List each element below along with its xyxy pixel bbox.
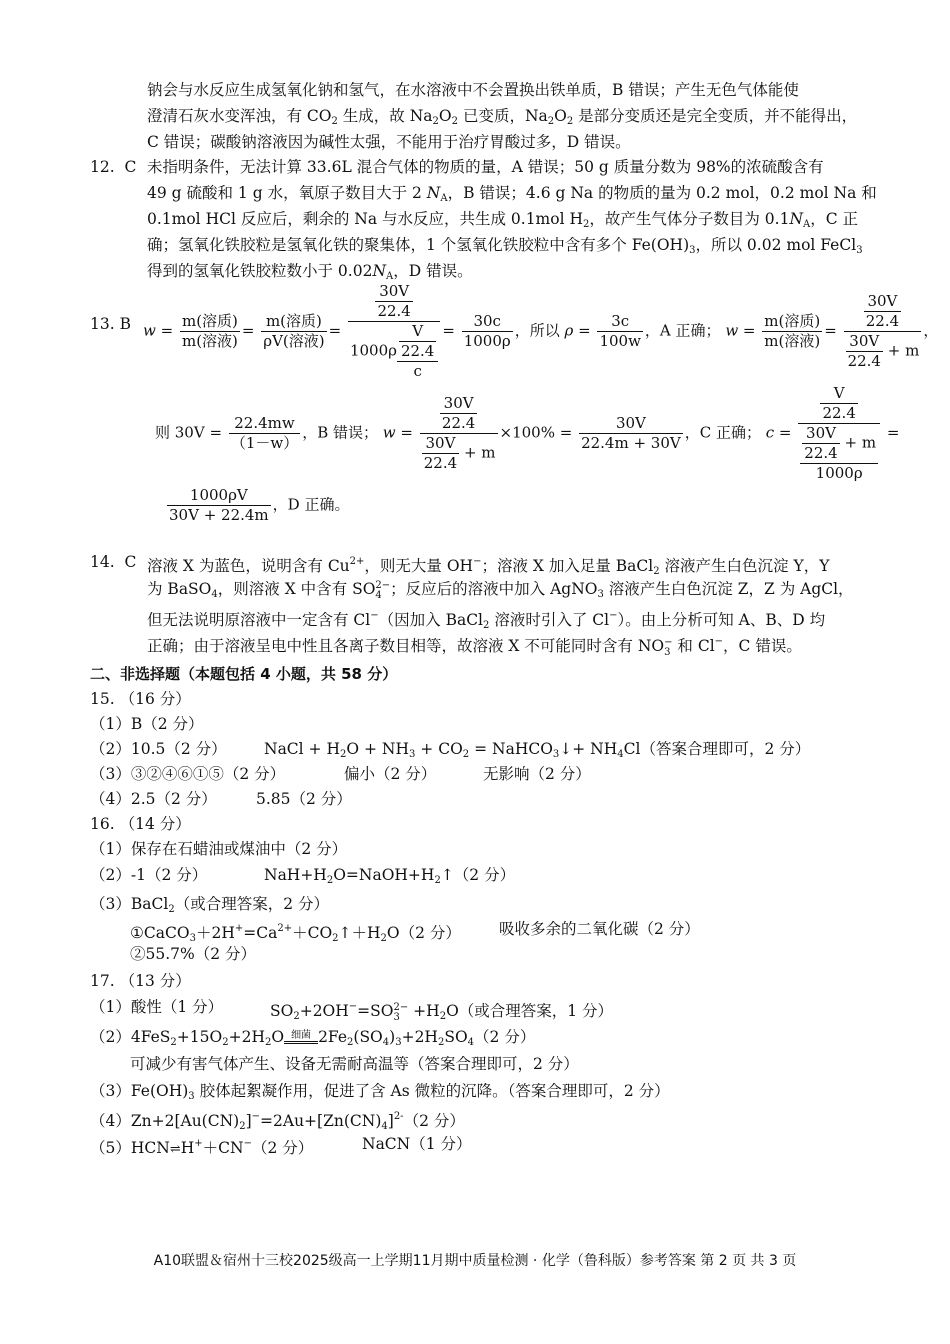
q12-line3: 0.1mol HCl 反应后，剩余的 Na 与水反应，共生成 0.1mol $H_2$，故产生气体分子数目为 $0.1N_A$，C 正: [147, 210, 859, 230]
q15-answer-1: （1）B（2 分）: [90, 715, 204, 733]
q13-number: 13. B: [90, 315, 131, 333]
q15-answer-4a: （4）2.5（2 分）: [90, 790, 217, 808]
q12-line2: 49 g 硫酸和 1 g 水，氧原子数目大于 2 $N_A$，B 错误；4.6 g Na 的物质的量为 0.2 mol，0.2 mol Na 和: [147, 184, 877, 204]
q15-answer-2b: NaCl + $H_2O + NH_3 + CO_2$ = NaHCO$_3$↓+ $NH_4Cl$（答案合理即可，2 分）: [264, 740, 811, 760]
q16-answer-1: （1）保存在石蜡油或煤油中（2 分）: [90, 840, 348, 858]
q15-answer-2a: （2）10.5（2 分）: [90, 740, 227, 758]
q14-line2: 为 BaSO$_4$，则溶液 X 中含有 SO 2− 4 ；反应后的溶液中加入 AgNO$_3$ 溶液产生白色沉淀 Z，Z 为 AgCl，: [147, 580, 854, 601]
q14-number: 14. C: [90, 553, 137, 571]
q15-heading: 15. （16 分）: [90, 690, 191, 708]
q14-line3: 但无法说明原溶液中一定含有 Cl−（因加入 BaCl$_2$ 溶液时引入了 Cl−）。由上分析可知 A、B、D 均: [147, 610, 826, 631]
q17-answer-5b: NaCN（1 分）: [362, 1135, 472, 1153]
q17-answer-4: $(4)Zn+2[Au(CN)_2]^-=2Au+[Zn(CN)_4]^{2-}(2$ 分）: [90, 1111, 465, 1132]
q14-line4: 正确；由于溶液呈电中性且各离子数目相等，故溶液 X 不可能同时含有 NO − 3 和 Cl−，C 错误。: [147, 636, 802, 658]
q12-number: 12. C: [90, 158, 137, 176]
q16-heading: 16. （14 分）: [90, 815, 191, 833]
q17-heading: 17. （13 分）: [90, 972, 191, 990]
q11-line1: 钠会与水反应生成氢氧化钠和氢气，在水溶液中不会置换出铁单质，B 错误；产生无色气体能使: [147, 81, 799, 99]
q13-formula-row2: 则 30V = $\frac{22.4mw}{(1-w)}$ ，B 错误； w = $\frac{30V}{22.4}$ $\frac{30V}{22.4}$ + m ×100% = $\frac{30V}{22.4m + 30V}$ ，C 正确； c = $\frac{V}{22.4}$ $\frac{30V}{22.4}$ + m 1000ρ =: [155, 384, 900, 482]
q12-line1: 未指明条件，无法计算 33.6L 混合气体的物质的量，A 错误；50 g 质量分数为 98%的浓硫酸含有: [147, 158, 824, 176]
q16-answer-2b: $NaH+H_2O=NaOH+H_2↑(2$ 分）: [264, 866, 516, 886]
q17-answer-2b: 可减少有害气体产生、设备无需耐高温等（答案合理即可，2 分）: [130, 1055, 579, 1073]
q17-answer-3: $(3)Fe(OH)_3$ 胶体起絮凝作用，促进了含 As 微粒的沉降。（答案合理即可，2 分）: [90, 1082, 670, 1102]
q15-answer-3c: 无影响（2 分）: [483, 765, 591, 783]
section-heading: 二、非选择题（本题包括 4 小题，共 58 分）: [90, 665, 398, 683]
equilibrium-arrow-icon: ⇌: [169, 1142, 181, 1157]
q16-answer-3c: $①CaCO_3+2H^+=Ca^{2+}+CO_2↑+H_2O(2$ 分）: [130, 923, 461, 944]
q15-answer-3b: 偏小（2 分）: [344, 765, 437, 783]
q12-line4: 确；氢氧化铁胶粒是氢氧化铁的聚集体，1 个氢氧化铁胶粒中含有多个 $Fe(OH)_3$，所以 0.02 mol FeCl$_3$: [147, 236, 863, 256]
q17-answer-1a: （1）酸性（1 分）: [90, 998, 224, 1016]
q15-answer-4b: 5.85（2 分）: [256, 790, 352, 808]
q12-line5: 得到的氢氧化铁胶粒数小于 $0.02N_A$，D 错误。: [147, 262, 473, 282]
bacteria-condition-arrow: 细菌: [284, 1031, 318, 1044]
q11-line2: 澄清石灰水变浑浊，有 $CO_2$ 生成，故 $Na_2O_2$ 已变质，$Na_2O_2$ 是部分变质还是完全变质，并不能得出，: [147, 107, 858, 127]
q17-answer-5a: （5）HCN⇌H+＋CN−（2 分）: [90, 1134, 313, 1160]
q16-answer-3a: （3）BaCl$_2$（或合理答案，2 分）: [90, 895, 329, 915]
page-footer: A10联盟＆宿州十三校2025级高一上学期11月期中质量检测 · 化学（鲁科版）参考答案 第 2 页 共 3 页: [153, 1253, 797, 1269]
q17-answer-2a: $(2)4FeS_2+15O_2+2H_2O$ 细菌 $2Fe_2(SO_4)_3+2H_2SO_4(2$ 分）: [90, 1028, 536, 1048]
q13-formula-row1: w = $\frac{\text{m(溶质)}}{\text{m(溶液)}}$ = $\frac{\text{m(溶质)}}{\text{ρV(溶液)}}$ = $\frac{30V}{22.4}$ 1000ρ $\frac{\frac{V}{22.4}}{c}$ = $\frac{30c}{1000\rho}$ ，所以 ρ = $\frac{3c}{100w}$ ，A 正确； w = $\frac{\text{m(溶质)}}{\text{m(溶液)}}$ = $\frac{30V}{22.4}$ $\frac{30V}{22.4}$ + m ，: [143, 282, 939, 380]
q16-answer-3e: ②55.7%（2 分）: [130, 945, 257, 963]
q16-answer-3d: 吸收多余的二氧化碳（2 分）: [499, 920, 700, 938]
q14-line1: 溶液 X 为蓝色，说明含有 $Cu^{2+}$，则无大量 OH−；溶液 X 加入足量 BaCl$_2$ 溶液产生白色沉淀 Y，Y: [147, 556, 830, 577]
q17-answer-1b: $SO_2+2OH^-=SO$ 2− 3 $+H_2O$（或合理答案，1 分）: [270, 1001, 614, 1023]
q16-answer-2a: （2）-1（2 分）: [90, 866, 208, 884]
q15-answer-3a: （3）③②④⑥①⑤（2 分）: [90, 765, 286, 783]
q11-line3: C 错误；碳酸钠溶液因为碱性太强，不能用于治疗胃酸过多，D 错误。: [147, 133, 631, 151]
q13-formula-row3: $\frac{1000\rho V}{30V + 22.4m}$ ，D 正确。: [169, 486, 350, 524]
